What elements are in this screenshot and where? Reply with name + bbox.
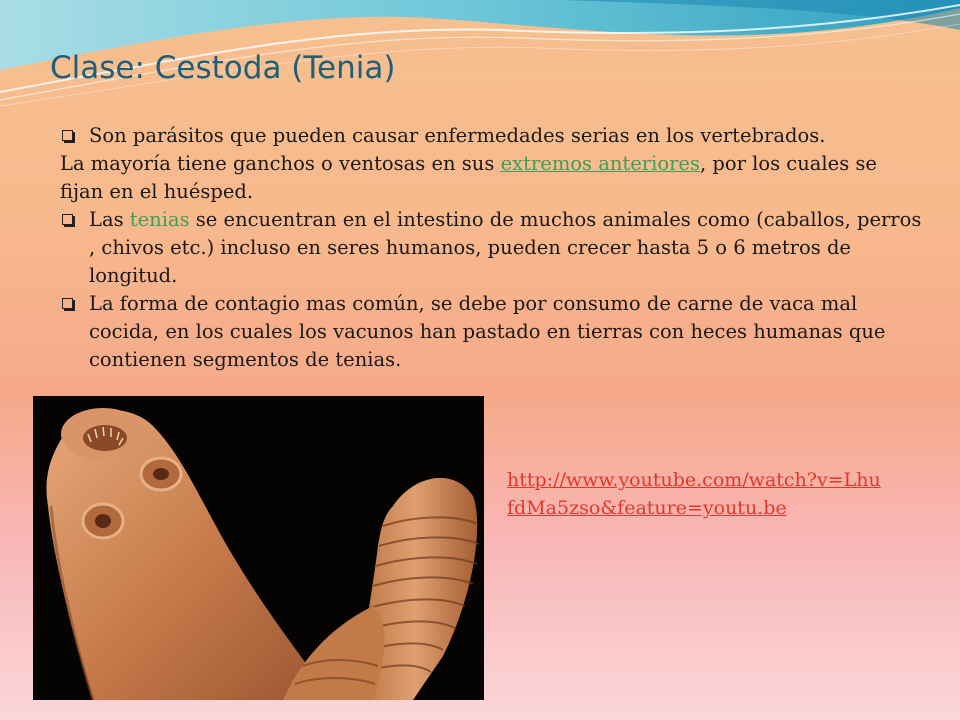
bullet-3-text: La forma de contagio mas común, se debe por consumo de carne de vaca mal cocida, en los cuales los vacunos han pastado en tierras con heces humanas que contienen segmentos de tenias. xyxy=(89,292,886,371)
checkbox-bullet-icon xyxy=(62,214,73,225)
bullet-item-2 xyxy=(62,206,922,290)
bullet-1-text: Son parásitos que pueden causar enfermedades serias en los vertebrados. xyxy=(89,124,826,147)
bullet-2-text-b: se encuentran en el intestino de muchos animales como (caballos, perros , chivos etc.) incluso en seres humanos, pueden crecer hasta 5 o 6 metros de longitud. xyxy=(89,208,922,287)
slide-title: Clase: Cestoda (Tenia) xyxy=(50,50,396,86)
checkbox-bullet-icon xyxy=(62,130,73,141)
paragraph-ganchos-text-a: La mayoría tiene ganchos o ventosas en sus xyxy=(60,152,501,175)
youtube-link-line-1[interactable]: http://www.youtube.com/watch?v=Lhu xyxy=(507,469,881,491)
bullet-item-1 xyxy=(62,122,922,150)
paragraph-ganchos-text-b: , por los cuales se fijan en el huésped. xyxy=(60,152,877,203)
tapeworm-photo xyxy=(33,396,484,700)
bullet-2-text-a: Las xyxy=(89,208,130,231)
bullet-item-3 xyxy=(62,290,922,374)
slide-body xyxy=(62,122,922,374)
youtube-link[interactable] xyxy=(507,466,927,522)
youtube-link-line-2[interactable]: fdMa5zso&feature=youtu.be xyxy=(507,497,787,519)
tenias-highlight: tenias xyxy=(129,208,190,231)
checkbox-bullet-icon xyxy=(62,298,73,309)
extremos-anteriores-link[interactable]: extremos anteriores xyxy=(500,152,700,175)
paragraph-ganchos xyxy=(60,150,922,206)
tapeworm-illustration xyxy=(33,396,484,700)
